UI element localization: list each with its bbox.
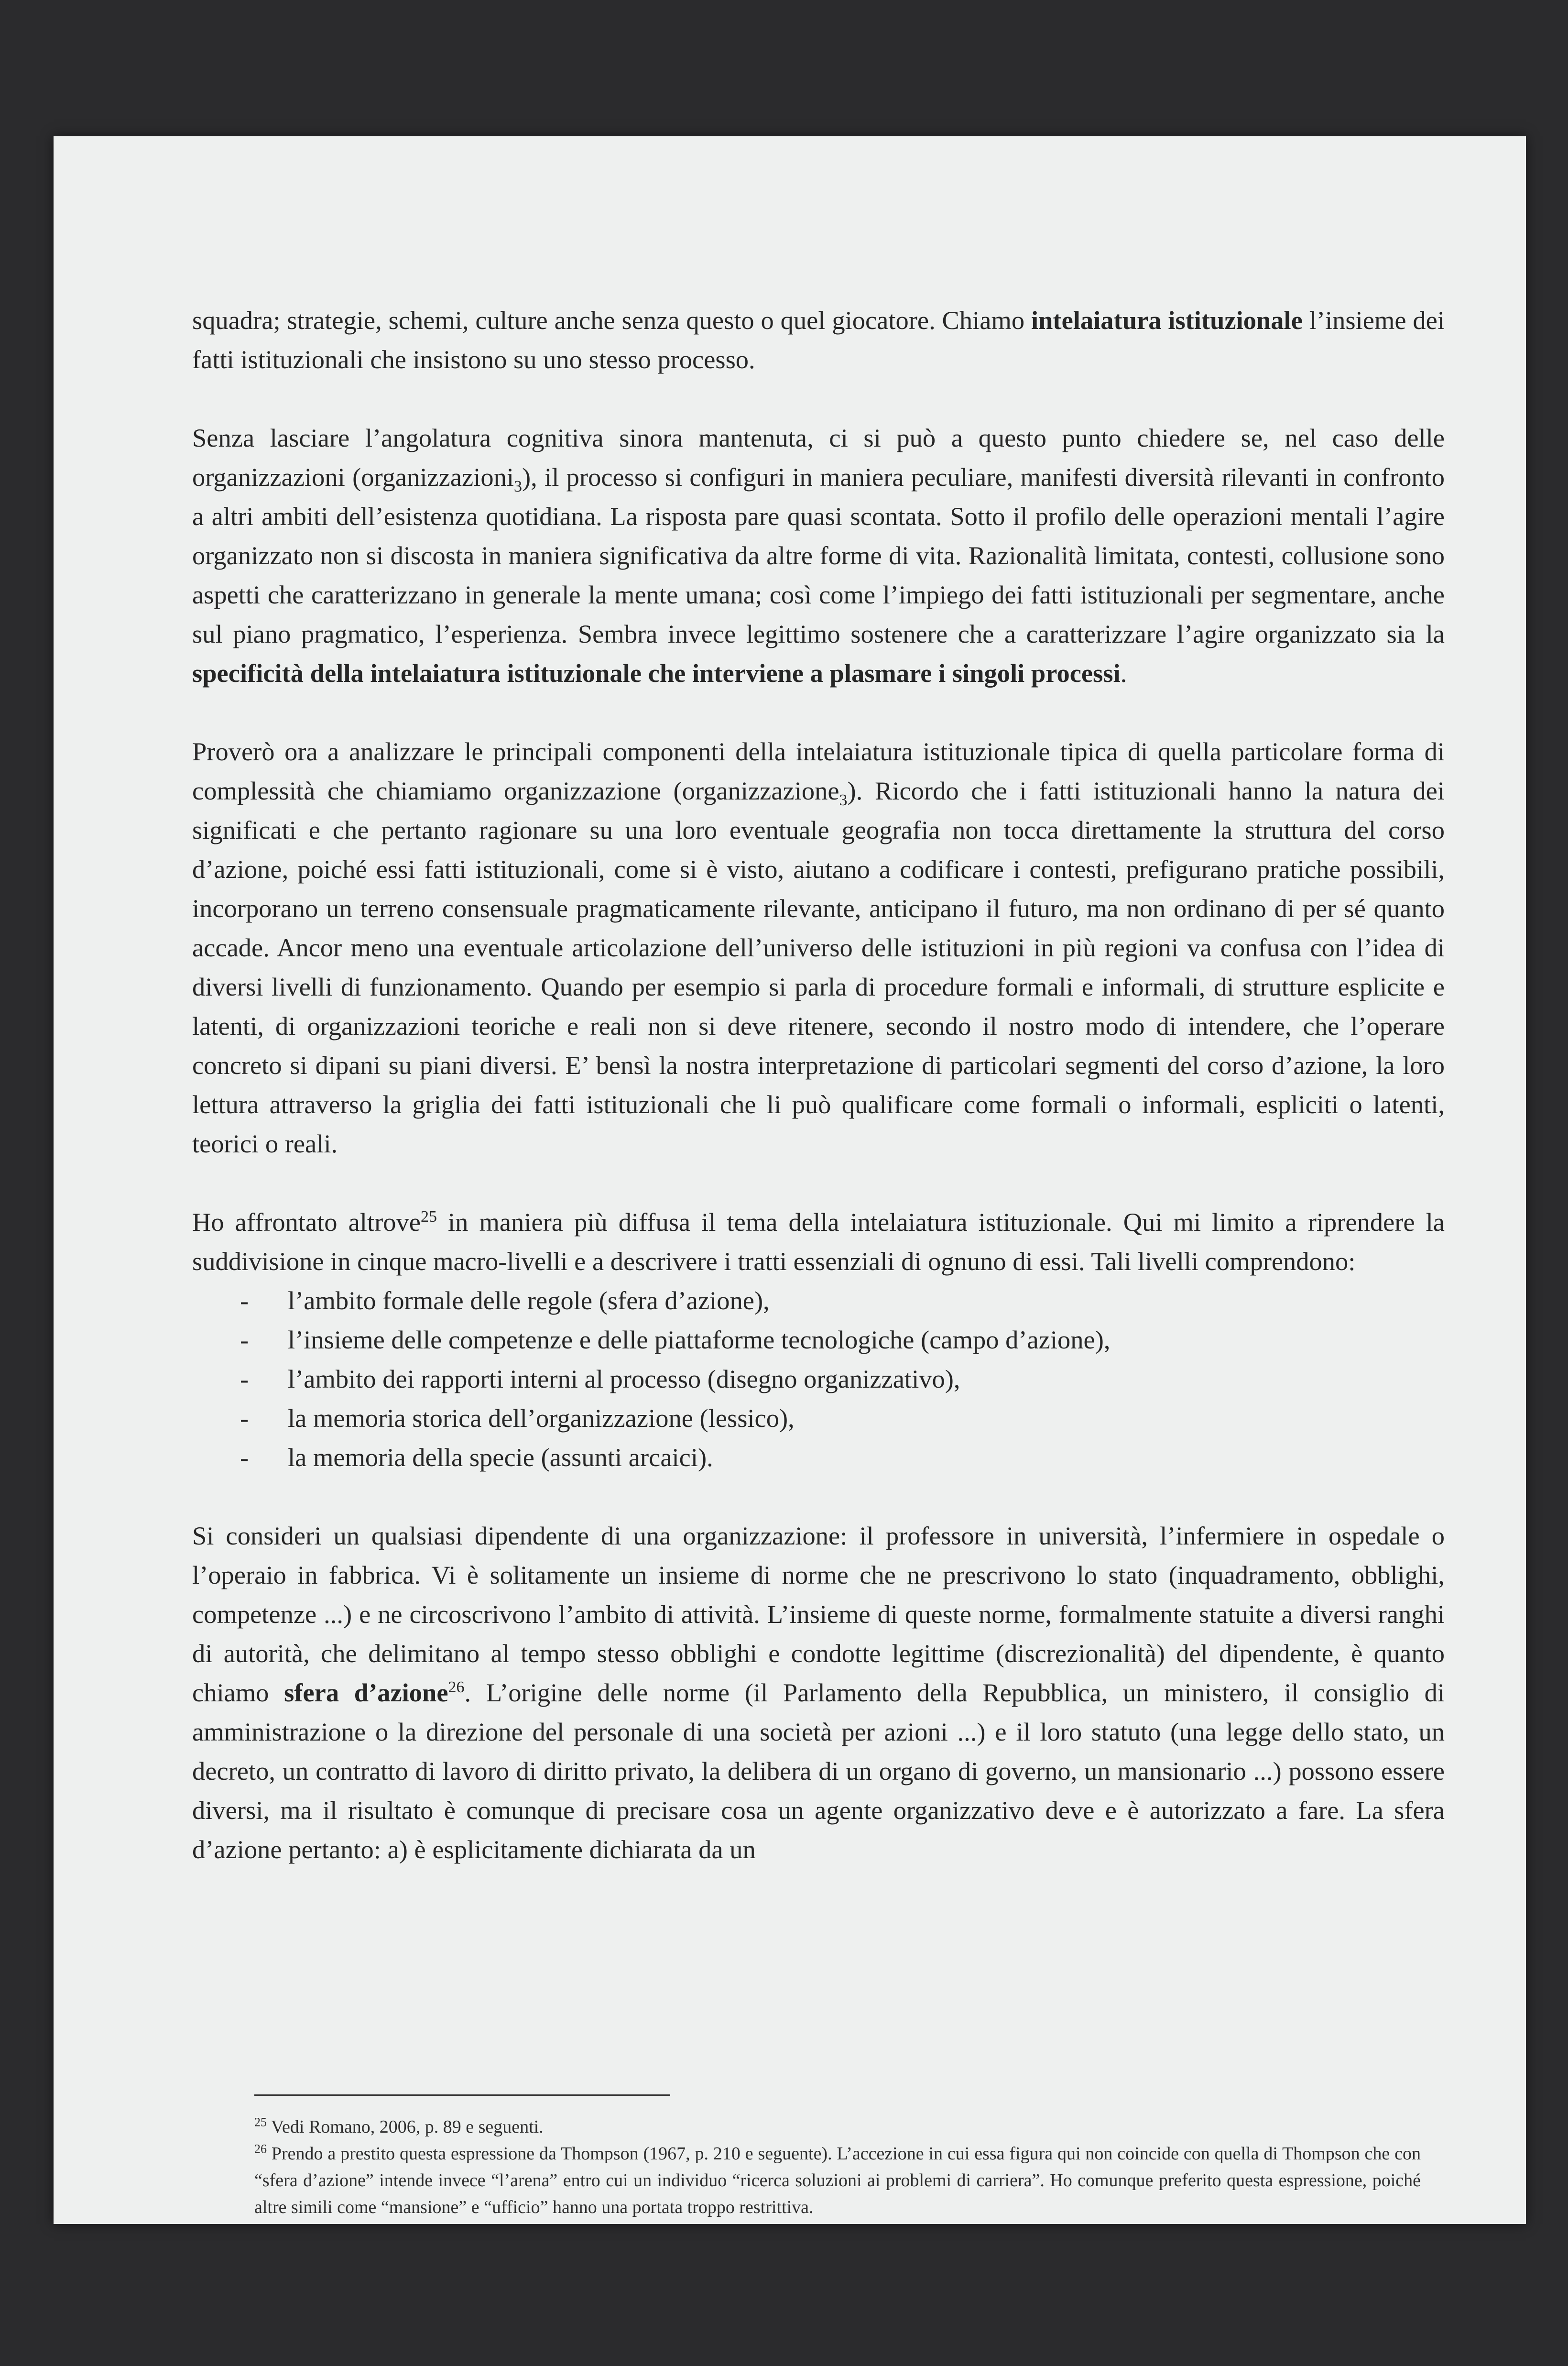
text: squadra; strategie, schemi, culture anche senza questo o quel giocatore. Chiamo xyxy=(192,306,1031,335)
footnotes xyxy=(254,2114,1421,2221)
body-text xyxy=(192,301,1445,1869)
footnote-ref-26: 26 xyxy=(448,1678,465,1696)
list-item: - l’ambito formale delle regole (sfera d’azione), xyxy=(192,1281,1445,1320)
subscript: 3 xyxy=(839,791,848,809)
text: ), il processo si configuri in maniera peculiare, manifesti diversità rilevanti in confronto a altri ambiti dell’esistenza quotidiana. La risposta pare quasi scontata. Sotto il profilo delle operazioni mentali l’agire organizzato non si discosta in maniera significativa da altre forme di vita. Razionalità limitata, contesti, collusione sono aspetti che caratterizzano in generale la mente umana; così come l’impiego dei fatti istituzionali per segmentare, anche sul piano pragmatico, l’esperienza. Sembra invece legittimo sostenere che a caratterizzare l’agire organizzato sia la xyxy=(192,462,1445,648)
text: . xyxy=(1120,658,1127,688)
footnote-ref-25: 25 xyxy=(420,1207,437,1226)
text: . L’origine delle norme (il Parlamento della Repubblica, un ministero, il consiglio di amministrazione o la direzione del personale di una società per azioni ...) e il loro statuto (una legge dello stato, un decreto, un contratto di lavoro di diritto privato, la delibera di un organo di governo, un mansionario ...) possono essere diversi, ma il risultato è comunque di precisare cosa un agente organizzativo deve e è autorizzato a fare. La sfera d’azione pertanto: a) è esplicitamente dichiarata da un xyxy=(192,1678,1445,1864)
paragraph-3 xyxy=(192,732,1445,1163)
footnote-26 xyxy=(254,2140,1421,2221)
footnote-25 xyxy=(254,2114,1421,2140)
text: Senza lasciare l’angolatura cognitiva sinora mantenuta, ci si può a questo punto chiedere se, nel caso delle organizzazioni (organizzazioni xyxy=(192,423,1445,492)
footnote-number: 26 xyxy=(254,2142,267,2156)
text: Proverò ora a analizzare le principali componenti della intelaiatura istituzionale tipica di quella particolare forma di complessità che chiamiamo organizzazione (organizzazione xyxy=(192,737,1445,805)
list-item: - l’insieme delle competenze e delle piattaforme tecnologiche (campo d’azione), xyxy=(192,1320,1445,1359)
subscript: 3 xyxy=(514,477,523,495)
text: ). Ricordo che i fatti istituzionali hanno la natura dei significati e che pertanto ragionare su una loro eventuale geografia non tocca direttamente la struttura del corso d’azione, poiché essi fatti istituzionali, come si è visto, aiutano a codificare i contesti, prefigurano pratiche possibili, incorporano un terreno consensuale pragmaticamente rilevante, anticipano il futuro, ma non ordinano di per sé quanto accade. Ancor meno una eventuale articolazione dell’universo delle istituzioni in più regioni va confusa con l’idea di diversi livelli di funzionamento. Quando per esempio si parla di procedure formali e informali, di strutture esplicite e latenti, di organizzazioni teoriche e reali non si deve ritenere, secondo il nostro modo di intendere, che l’operare concreto si dipani su piani diversi. E’ bensì la nostra interpretazione di particolari segmenti del corso d’azione, la loro lettura attraverso la griglia dei fatti istituzionali che li può qualificare come formali o informali, espliciti o latenti, teorici o reali. xyxy=(192,776,1445,1158)
paragraph-4 xyxy=(192,1203,1445,1281)
paragraph-1 xyxy=(192,301,1445,379)
bold-term: specificità della intelaiatura istituzionale che interviene a plasmare i singoli processi xyxy=(192,658,1121,688)
text: in maniera più diffusa il tema della intelaiatura istituzionale. Qui mi limito a riprendere la suddivisione in cinque macro-livelli e a descrivere i tratti essenziali di ognuno di essi. Tali livelli comprendono: xyxy=(192,1207,1445,1276)
text: l’insieme dei fatti istituzionali che insistono su uno stesso processo. xyxy=(192,306,1445,374)
document-page xyxy=(54,136,1526,2224)
footnote-number: 25 xyxy=(254,2115,267,2129)
footnote-separator xyxy=(254,2094,670,2096)
list-item: - la memoria storica dell’organizzazione (lessico), xyxy=(192,1399,1445,1438)
bold-term: sfera d’azione xyxy=(284,1678,448,1707)
text: Ho affrontato altrove xyxy=(192,1207,421,1237)
levels-list xyxy=(192,1281,1445,1477)
footnote-text: Vedi Romano, 2006, p. 89 e seguenti. xyxy=(267,2117,544,2137)
paragraph-2 xyxy=(192,418,1445,693)
list-item: - l’ambito dei rapporti interni al processo (disegno organizzativo), xyxy=(192,1359,1445,1399)
footnote-text: Prendo a prestito questa espressione da Thompson (1967, p. 210 e seguente). L’accezione in cui essa figura qui non coincide con quella di Thompson che con “sfera d’azione” intende invece “l’arena” entro cui un individuo “ricerca soluzioni ai problemi di carriera”. Ho comunque preferito questa espressione, poiché altre simili come “mansione” e “ufficio” hanno una portata troppo restrittiva. xyxy=(254,2144,1421,2217)
paragraph-5 xyxy=(192,1516,1445,1869)
text: Si consideri un qualsiasi dipendente di una organizzazione: il professore in università, l’infermiere in ospedale o l’operaio in fabbrica. Vi è solitamente un insieme di norme che ne prescrivono lo stato (inquadramento, obblighi, competenze ...) e ne circoscrivono l’ambito di attività. L’insieme di queste norme, formalmente statuite a diversi ranghi di autorità, che delimitano al tempo stesso obblighi e condotte legittime (discrezionalità) del dipendente, è quanto chiamo xyxy=(192,1521,1445,1707)
list-item: - la memoria della specie (assunti arcaici). xyxy=(192,1438,1445,1477)
bold-term: intelaiatura istituzionale xyxy=(1031,306,1303,335)
